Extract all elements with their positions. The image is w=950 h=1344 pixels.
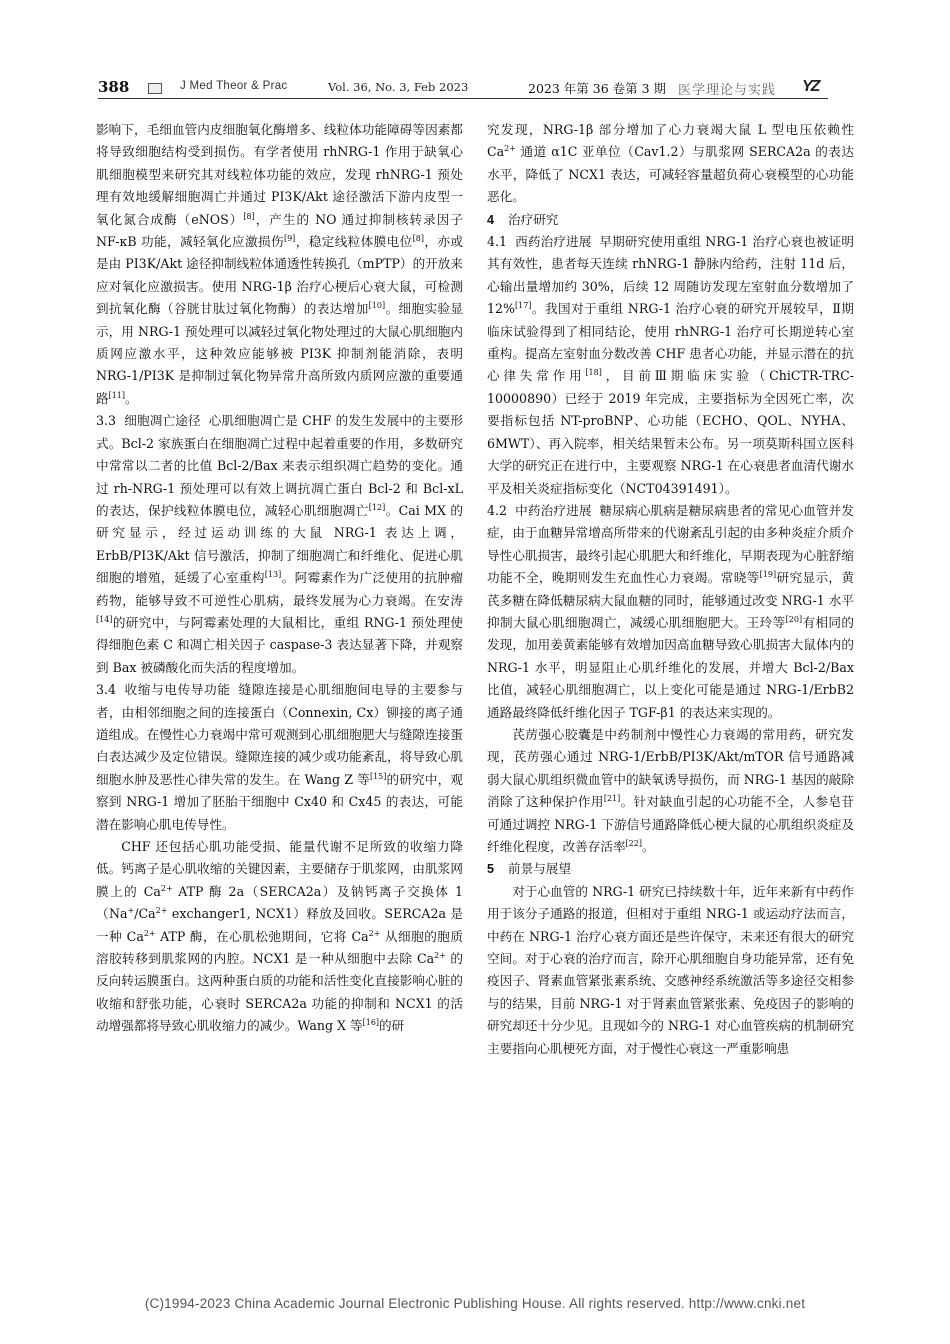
paragraph: 对于心血管的 NRG-1 研究已持续数十年，近年来新有中药作用于该分子通路的报道，但相对于重组 NRG-1 或运动疗法而言，中药在 NRG-1 治疗心衰方面还是些许保守，未来还有很大的研究空间。对于心衰的治疗而言，除开心肌细胞自身功能异常，还有免疫因子、肾素血管紧张素系统、交感神经系统激活等多途径交相参与的结果，目前 NRG-1 对于肾素血管紧张素、免疫因子的影响的研究却还十分少见。且现如今的 NRG-1 对心血管疾病的机制研究主要指向心肌梗死方面，对于慢性心衰这一严重影响患 (487, 883, 854, 1056)
left-column (96, 119, 463, 1038)
issue-cn: 2023 年第 36 卷第 3 期 (528, 81, 667, 96)
journal-logo: YZ (802, 78, 819, 95)
paragraph: 究发现，NRG-1β 部分增加了心力衰竭大鼠 L 型电压依赖性 $Ca^{2+}$ 通道 α1C 亚单位（Cav1.2）与肌浆网 SERCA2a 的表达水平，降低了 NCX1 表达，可减轻容量超负荷心衰模型的心功能恶化。 (487, 122, 854, 205)
page-number: 388 (98, 78, 130, 96)
journal-abbrev: J Med Theor & Prac (180, 80, 288, 92)
section-title: 收缩与电传导功能 (124, 682, 231, 698)
page-header (98, 78, 828, 100)
section-3-4: 3.4 收缩与电传导功能 缝隙连接是心肌细胞间电导的主要参与者，由相邻细胞之间的连接蛋白（Connexin, Cx）铆接的离子通道组成。在慢性心力衰竭中常可观测到心肌细胞肥大与缝隙连接蛋白表达减少及定位错误。缝隙连接的减少或功能紊乱，将导致心肌细胞水肿及恶性心律失常的发生。在 Wang Z 等[15]的研究中，观察到 NRG-1 增加了胚胎干细胞中 Cx40 和 Cx45 的表达，可能潜在影响心肌电传导性。 (96, 682, 464, 832)
section-title: 中药治疗进展 (515, 502, 592, 518)
section-heading-4: 4 治疗研究 (487, 211, 559, 227)
paragraph: 芪苈强心胶囊是中药制剂中慢性心力衰竭的常用药，研究发现，芪苈强心通过 NRG-1/ErbB/PI3K/Akt/mTOR 信号通路减弱大鼠心肌组织微血管中的缺氧诱导损伤，而 NRG-1 基因的敲除消除了这种保护作用[21]。针对缺血引起的心功能不全，人参皂苷可通过调控 NRG-1 下游信号通路降低心梗大鼠的心肌组织炎症及纤维化程度，改善存活率[22]。 (487, 726, 854, 854)
section-heading-5: 5 前景与展望 (487, 861, 571, 877)
section-4-2: 4.2 中药治疗进展 糖尿病心肌病是糖尿病患者的常见心血管并发症，由于血糖异常增高所带来的代谢紊乱引起的由多种炎症介质介导性心肌损害，最终引起心肌肥大和纤维化，早期表现为心脏舒缩功能不全，晚期则发生充血性心力衰竭。常晓等[19]研究显示，黄芪多糖在降低糖尿病大鼠血糖的同时，能够通过改变 NRG-1 水平抑制大鼠心肌细胞凋亡，减缓心肌细胞肥大。王玲等[20]有相同的发现，加用姜黄素能够有效增加因高血糖导致心肌损害大鼠体内的 NRG-1 水平，明显阻止心肌纤维化的发展，并增大 Bcl-2/Bax 比值，减轻心肌细胞凋亡，以上变化可能是通过 NRG-1/ErbB2 通路最终降低纤维化因子 TGF-β1 的表达来实现的。 (487, 502, 855, 720)
copyright-footer: (C)1994-2023 China Academic Journal Electronic Publishing House. All rights reserved. http://www.cnki.net (144, 1296, 806, 1311)
right-column (487, 119, 854, 1060)
section-title: 西药治疗进展 (515, 234, 592, 250)
section-title: 细胞凋亡途径 (124, 413, 201, 429)
paragraph: 影响下，毛细血管内皮细胞氧化酶增多、线粒体功能障碍等因素都将导致细胞结构受到损伤。有学者使用 rhNRG-1 作用于缺氧心肌细胞模型来研究其对线粒体功能的效应，发现 rhNRG-1 预处理有效地缓解细胞凋亡并通过 PI3K/Akt 途径激活下游内皮型一氧化氮合成酶（eNOS）[8]，产生的 NO 通过抑制核转录因子 NF-κB 功能，减轻氧化应激损伤[9]，稳定线粒体膜电位[8]，亦或是由 PI3K/Akt 途径抑制线粒体通透性转换孔（mPTP）的开放来应对氧化应激损害。使用 NRG-1β 治疗心梗后心衰大鼠，可检测到抗氧化酶（谷胱甘肽过氧化物酶）的表达增加[10]。细胞实验显示，用 NRG-1 预处理可以减轻过氧化物处理过的大鼠心肌细胞内质网应激水平，这种效应能够被 PI3K 抑制剂能消除，表明 NRG-1/PI3K 是抑制过氧化物异常升高所致内质网应激的重要通路[11]。 (96, 122, 464, 406)
header-rule (98, 98, 828, 99)
header-box-icon (148, 83, 162, 94)
volume-info: Vol. 36, No. 3, Feb 2023 (328, 80, 469, 94)
section-3-3: 3.3 细胞凋亡途径 心肌细胞凋亡是 CHF 的发生发展中的主要形式。Bcl-2 家族蛋白在细胞凋亡过程中起着重要的作用，多数研究中常常以二者的比值 Bcl-2/Bax 来表示组织凋亡趋势的变化。通过 rh-NRG-1 预处理可以有效上调抗凋亡蛋白 Bcl-2 和 Bcl-xL 的表达，保护线粒体膜电位，减轻心肌细胞凋亡[12]。Cai MX 的研究显示，经过运动训练的大鼠 NRG-1 表达上调，ErbB/PI3K/Akt 信号激活，抑制了细胞凋亡和纤维化、促进心肌细胞的增殖，延缓了心室重构[13]。阿霉素作为广泛使用的抗肿瘤药物，能够导致不可逆性心肌病，最终发展为心力衰竭。在安涛[14]的研究中，与阿霉素处理的大鼠相比，重组 RNG-1 预处理使得细胞色素 C 和凋亡相关因子 caspase-3 表达显著下降，并观察到 Bax 被磷酸化而失活的程度增加。 (96, 413, 463, 675)
paragraph: CHF 还包括心肌功能受损、能量代谢不足所致的收缩力降低。钙离子是心肌收缩的关键因素，主要储存于肌浆网，由肌浆网膜上的 $Ca^{2+}$ ATP 酶 2a（SERCA2a）及钠钙离子交换体 $1(Na^+/Ca^{2+}$ exchanger1, NCX1）释放及回收。SERCA2a 是一种 $Ca^{2+}$ ATP 酶，在心肌松弛期间，它将 $Ca^{2+}$ 从细胞的胞质溶胶转移到肌浆网的内腔。NCX1 是一种从细胞中去除 $Ca^{2+}$ 的反向转运膜蛋白。这两种蛋白质的功能和活性变化直接影响心脏的收缩和舒张功能，心衰时 SERCA2a 功能的抑制和 NCX1 的活动增强都将导致心肌收缩力的减少。Wang X 等[16]的研 (96, 839, 464, 1034)
journal-title-cn: 医学理论与实践 (678, 83, 777, 98)
section-4-1: 4.1 西药治疗进展 早期研究使用重组 NRG-1 治疗心衰也被证明其有效性，患者每天连续 rhNRG-1 静脉内给药，注射 11d 后，心输出量增加约 30%，后续 12 周随访发现左室射血分数增加了 12%[17]。我国对于重组 NRG-1 治疗心衰的研究开展较早，Ⅱ期临床试验得到了相同结论，使用 rhNRG-1 治疗可长期逆转心室重构。提高左室射血分数改善 CHF 患者心功能，并显示潜在的抗心律失常作用[18]，目前Ⅲ期临床实验（ChiCTR-TRC-10000890）已经于 2019 年完成，主要指标为全因死亡率，次要指标包括 NT-proBNP、心功能（ECHO、QOL、NYHA、6MWT）、再入院率，相关结果暂未公布。另一项莫斯科国立医科大学的研究正在进行中，主要观察 NRG-1 在心衰患者血清代谢水平及相关炎症指标变化（NCT04391491）。 (487, 234, 854, 496)
